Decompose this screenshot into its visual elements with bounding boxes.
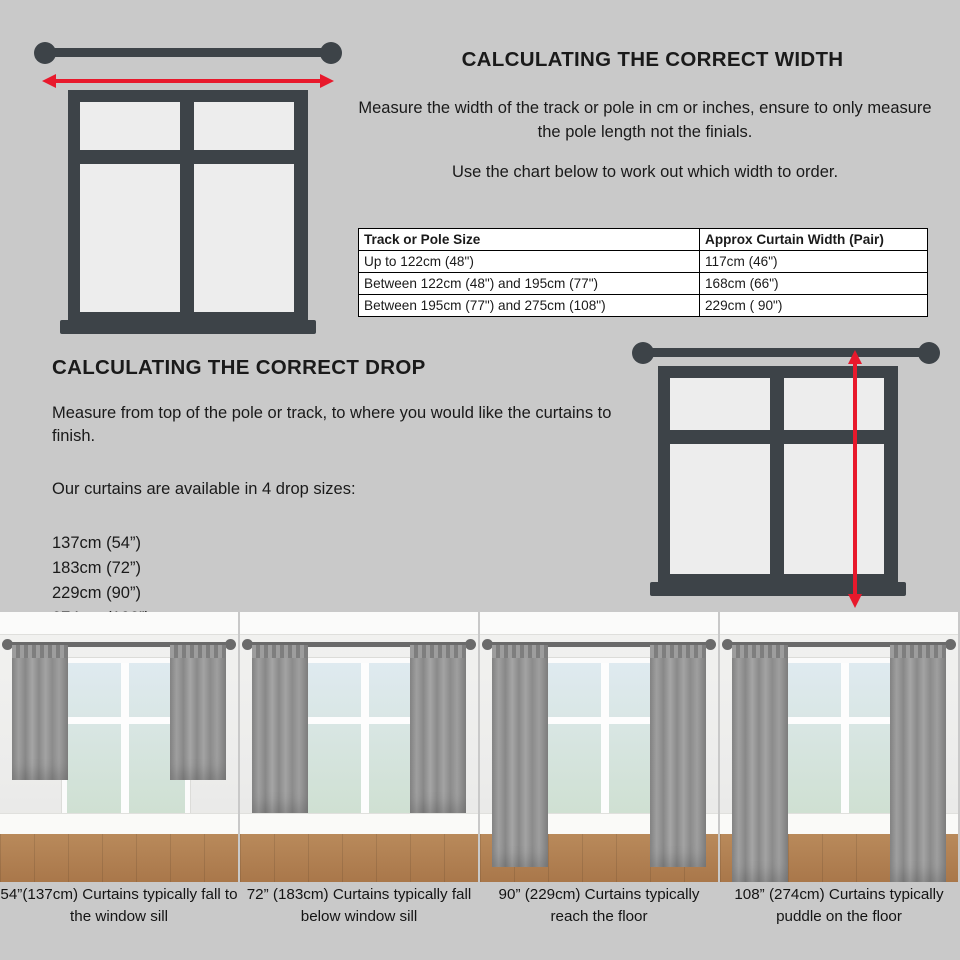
width-window-diagram — [20, 36, 340, 326]
window-mullion — [361, 663, 369, 813]
window-sill — [60, 320, 316, 334]
table-cell: Up to 122cm (48") — [359, 251, 700, 273]
pole-finial-left — [632, 342, 654, 364]
floor — [240, 834, 478, 882]
curtain-panel-left — [252, 645, 308, 813]
table-row — [359, 273, 928, 295]
width-paragraph-1: Measure the width of the track or pole in cm or inches, ensure to only measure the pole length not the finials. — [358, 99, 932, 141]
cornice — [0, 612, 238, 635]
photo-cell — [480, 612, 718, 960]
window-mullion — [67, 717, 185, 724]
curtain-heading-tape — [170, 645, 226, 658]
pole-finial-right — [945, 639, 956, 650]
photo-cell — [240, 612, 478, 960]
curtain-pole — [42, 48, 332, 57]
cornice — [720, 612, 958, 635]
cornice — [240, 612, 478, 635]
skirting-board — [0, 813, 238, 834]
curtain-heading-tape — [492, 645, 548, 658]
window-mullion — [601, 663, 609, 813]
floor — [0, 834, 238, 882]
window-pane — [80, 164, 180, 312]
arrow-head-down-icon — [848, 594, 862, 608]
window-mullion — [307, 717, 425, 724]
curtain-photo — [480, 612, 718, 882]
curtain-heading-tape — [732, 645, 788, 658]
window-mullion — [841, 663, 849, 813]
table-header-cell: Track or Pole Size — [359, 229, 700, 251]
pole-finial-right — [225, 639, 236, 650]
window-pane — [784, 444, 884, 574]
window-mullion — [121, 663, 129, 813]
pole-finial-right — [465, 639, 476, 650]
drop-window-diagram — [620, 340, 950, 612]
curtain-panel-right — [410, 645, 466, 813]
curtain-photo — [720, 612, 958, 882]
table-header-row — [359, 229, 928, 251]
drop-size-item: 137cm (54”) — [52, 534, 141, 552]
photo-caption: 108” (274cm) Curtains typically puddle on the floor — [734, 886, 944, 925]
table-header-cell: Approx Curtain Width (Pair) — [700, 229, 928, 251]
arrow-bar — [52, 79, 324, 83]
drop-paragraph-1: Measure from top of the pole or track, to where you would like the curtains to finish. — [52, 404, 612, 445]
table-row — [359, 295, 928, 317]
window-mullion — [787, 717, 905, 724]
curtain-panel-left — [732, 645, 788, 882]
table-cell: 117cm (46") — [700, 251, 928, 273]
pole-finial-right — [320, 42, 342, 64]
curtain-heading-tape — [650, 645, 706, 658]
table-cell: 168cm (66") — [700, 273, 928, 295]
curtain-length-photo-strip — [0, 612, 960, 960]
drop-heading: CALCULATING THE CORRECT DROP — [52, 356, 426, 379]
window-pane — [670, 444, 770, 574]
curtain-panel-left — [12, 645, 68, 780]
photo-caption: 54”(137cm) Curtains typically fall to the window sill — [0, 886, 238, 925]
table-cell: Between 122cm (48") and 195cm (77") — [359, 273, 700, 295]
window-frame — [658, 366, 898, 588]
pole-finial-right — [918, 342, 940, 364]
curtain-panel-right — [650, 645, 706, 867]
window-sill — [650, 582, 906, 596]
photo-cell — [0, 612, 238, 960]
drop-measure-arrow — [848, 350, 862, 608]
width-paragraph-2: Use the chart below to work out which width to order. — [451, 163, 839, 181]
drop-size-item: 183cm (72”) — [52, 559, 141, 577]
pole-finial-right — [705, 639, 716, 650]
window-pane — [194, 164, 294, 312]
arrow-bar — [853, 360, 857, 598]
photo-caption: 72” (183cm) Curtains typically fall below window sill — [246, 886, 472, 925]
size-chart-table — [358, 228, 928, 317]
photo-caption: 90” (229cm) Curtains typically reach the floor — [498, 886, 700, 925]
curtain-panel-right — [890, 645, 946, 882]
table-cell: 229cm ( 90") — [700, 295, 928, 317]
window-pane — [784, 378, 884, 430]
window-pane — [194, 102, 294, 150]
table-cell: Between 195cm (77") and 275cm (108") — [359, 295, 700, 317]
drop-paragraph-2: Our curtains are available in 4 drop sizes: — [52, 480, 356, 498]
curtain-panel-right — [170, 645, 226, 780]
arrow-head-right-icon — [320, 74, 334, 88]
width-heading: CALCULATING THE CORRECT WIDTH — [461, 48, 844, 71]
width-measure-arrow — [42, 74, 334, 88]
curtain-heading-tape — [252, 645, 308, 658]
window-pane — [80, 102, 180, 150]
skirting-board — [240, 813, 478, 834]
window-frame — [68, 90, 308, 326]
table-row — [359, 251, 928, 273]
curtain-pole — [640, 348, 930, 357]
curtain-photo — [0, 612, 238, 882]
drop-size-item: 229cm (90”) — [52, 584, 141, 602]
cornice — [480, 612, 718, 635]
curtain-heading-tape — [12, 645, 68, 658]
curtain-heading-tape — [410, 645, 466, 658]
curtain-panel-left — [492, 645, 548, 867]
window-mullion — [547, 717, 665, 724]
pole-finial-left — [34, 42, 56, 64]
curtain-heading-tape — [890, 645, 946, 658]
curtain-photo — [240, 612, 478, 882]
window-pane — [670, 378, 770, 430]
photo-cell — [720, 612, 958, 960]
